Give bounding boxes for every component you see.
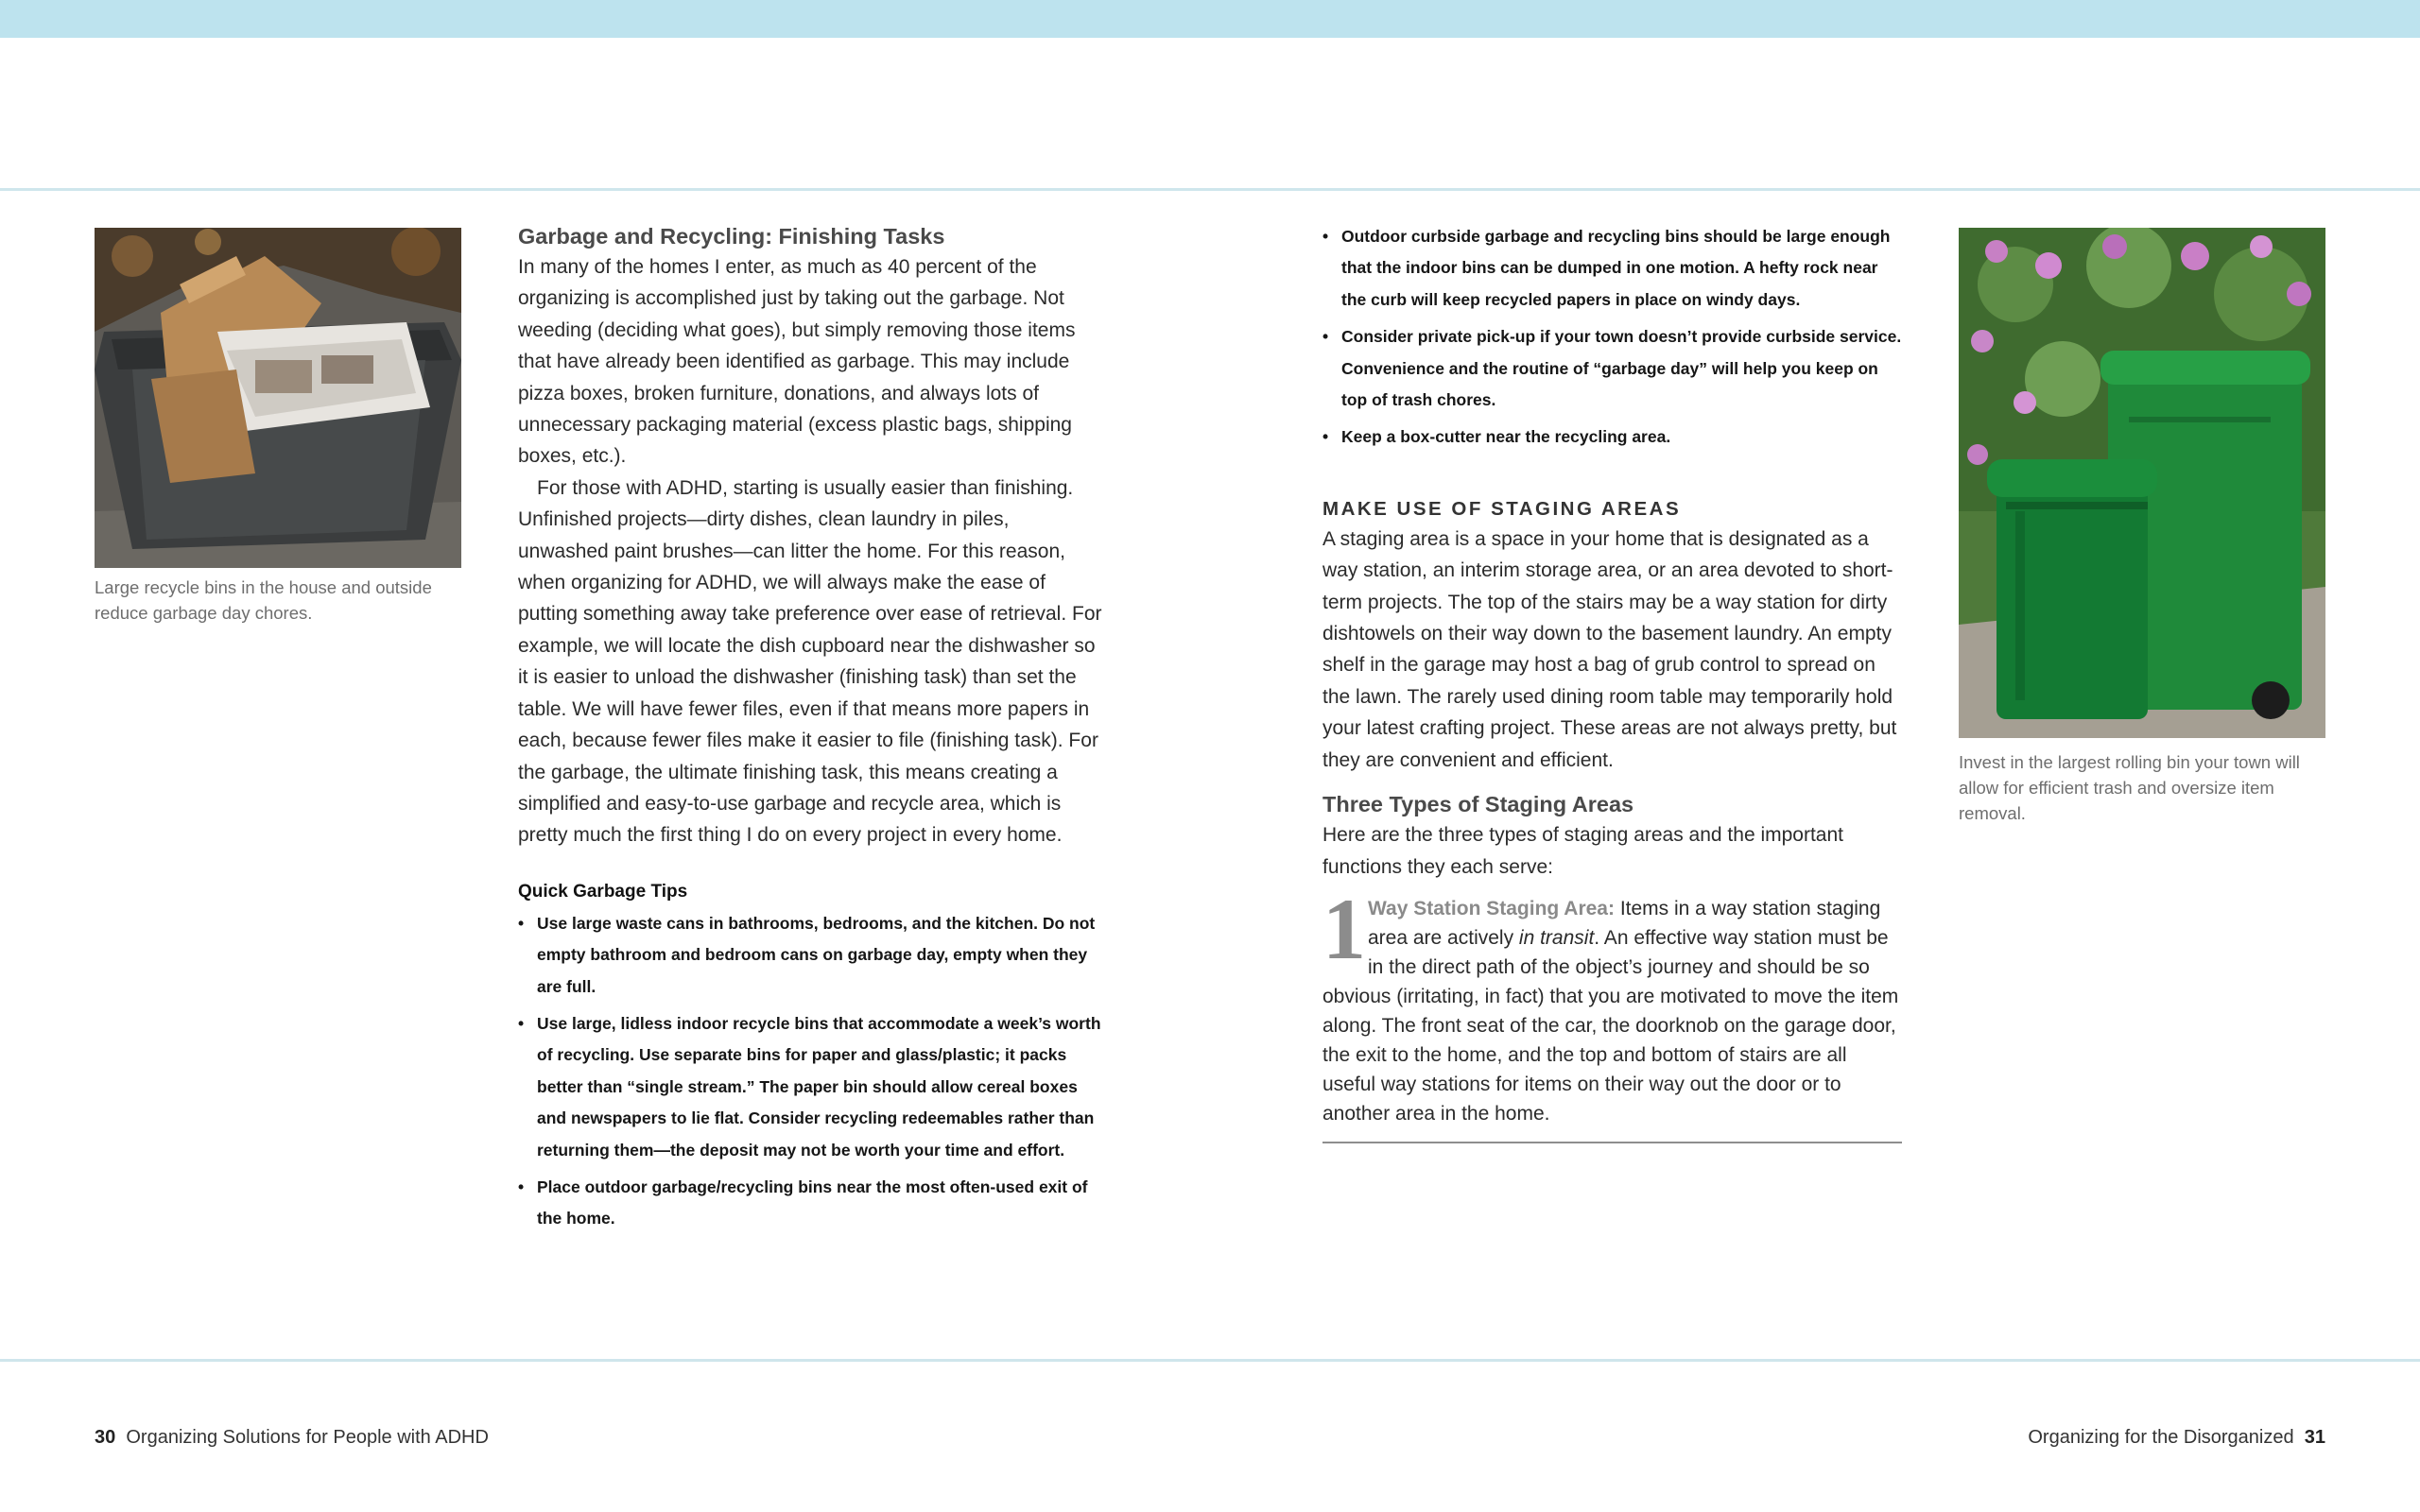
tips-list-continued [1322, 221, 1904, 454]
page-number: 30 [95, 1427, 116, 1448]
item-text: Items in a way station staging area are actively [1368, 897, 1881, 949]
right-photo-caption: Invest in the largest rolling bin your town will allow for efficient trash and oversize item removal. [1959, 752, 2300, 823]
list-item: • Use large, lidless indoor recycle bins that accommodate a week’s worth of recycling. Use separate bins for paper and glass/plastic; it packs better than “single stream.” The paper bin should allow cereal boxes and newspapers to lie flat. Consider recycling redeemables rather than returning them—the deposit may not be worth your time and effort. [518, 1013, 1101, 1160]
staging-paragraph: A staging area is a space in your home that is designated as a way station, an interim storage area, or an area devoted to short-term projects. The top of the stairs may be a way station for dirty dishtowels on their way down to the basement laundry. An empty shelf in the garage may host a bag of grub control to spread on the lawn. The rarely used dining room table may temporarily hold your latest crafting project. These areas are not always pretty, but they are convenient and efficient. [1322, 527, 1897, 771]
list-item: • Keep a box-cutter near the recycling area. [1322, 427, 1671, 447]
numbered-item-1 [1322, 880, 1904, 1128]
top-color-band [0, 0, 2420, 38]
right-text-column [1322, 221, 1904, 1143]
section-body [518, 251, 1104, 851]
list-item: • Place outdoor garbage/recycling bins near the most often-used exit of the home. [518, 1177, 1088, 1228]
list-item: • Use large waste cans in bathrooms, bedrooms, and the kitchen. Do not empty bathroom and bedroom cans on garbage day, empty when they are full. [518, 913, 1096, 996]
paragraph: For those with ADHD, starting is usually easier than finishing. Unfinished projects—dirty dishes, clean laundry in piles, unwashed paint brushes—can litter the home. For this reason, when organizing for ADHD, we will always make the ease of putting something away take preference over ease of retrieval. For example, we will locate the dish cupboard near the dishwasher so it is easier to unload the dishwasher (finishing task) than set the table. We will have fewer files, even if that means more papers in each, because fewer files make it easier to file (finishing task). For the garbage, the ultimate finishing task, this means creating a simplified and easy-to-use garbage and recycle area, which is pretty much the first thing I do on every project in every home. [518, 476, 1102, 847]
subsection-title: Three Types of Staging Areas [1322, 792, 1634, 817]
rolling-bins-photo [1959, 228, 2325, 738]
item-italic: in transit [1518, 926, 1595, 949]
list-item: • Consider private pick-up if your town doesn’t provide curbside service. Convenience and the routine of “garbage day” will help you keep on top of trash chores. [1322, 327, 1902, 410]
right-folio [2028, 1425, 2325, 1450]
left-folio [95, 1425, 489, 1450]
section-title: Garbage and Recycling: Finishing Tasks [518, 224, 945, 249]
footer-rule [0, 1359, 2420, 1362]
header-rule [0, 188, 2420, 191]
paragraph: In many of the homes I enter, as much as 40 percent of the organizing is accomplished just by taking out the garbage. Not weeding (deciding what goes), but simply removing those items that have already been identified as garbage. This may include pizza boxes, broken furniture, donations, and always lots of unnecessary packaging material (excess plastic bags, shipping boxes, etc.). [518, 256, 1076, 468]
left-photo-caption: Large recycle bins in the house and outside reduce garbage day chores. [95, 577, 432, 623]
tips-list [518, 908, 1104, 1235]
list-item: • Outdoor curbside garbage and recycling bins should be large enough that the indoor bins can be dumped in one motion. A hefty rock near the curb will keep recycled papers in place on windy days. [1322, 227, 1891, 309]
item-number: 1 [1322, 880, 1366, 977]
left-text-column [518, 221, 1104, 1241]
page-number: 31 [2304, 1427, 2325, 1448]
section-heading: MAKE USE OF STAGING AREAS [1322, 497, 1682, 520]
tips-title: Quick Garbage Tips [518, 881, 688, 902]
subsection-intro: Here are the three types of staging areas and the important functions they each serve: [1322, 824, 1843, 878]
running-title: Organizing for the Disorganized [2028, 1427, 2294, 1448]
item-text: . An effective way station must be in the direct path of the object’s journey and should be so obvious (irritating, in fact) that you are motivated to move the item along. The front seat of the car, the doorknob on the garage door, the exit to the home, and the top and bottom of stairs are all useful way stations for items on their way out the door or to another area in the home. [1322, 926, 1899, 1125]
section-end-rule [1322, 1142, 1902, 1143]
item-lead: Way Station Staging Area: [1368, 897, 1615, 919]
recycle-bin-photo [95, 228, 461, 568]
running-title: Organizing Solutions for People with ADHD [126, 1427, 489, 1448]
